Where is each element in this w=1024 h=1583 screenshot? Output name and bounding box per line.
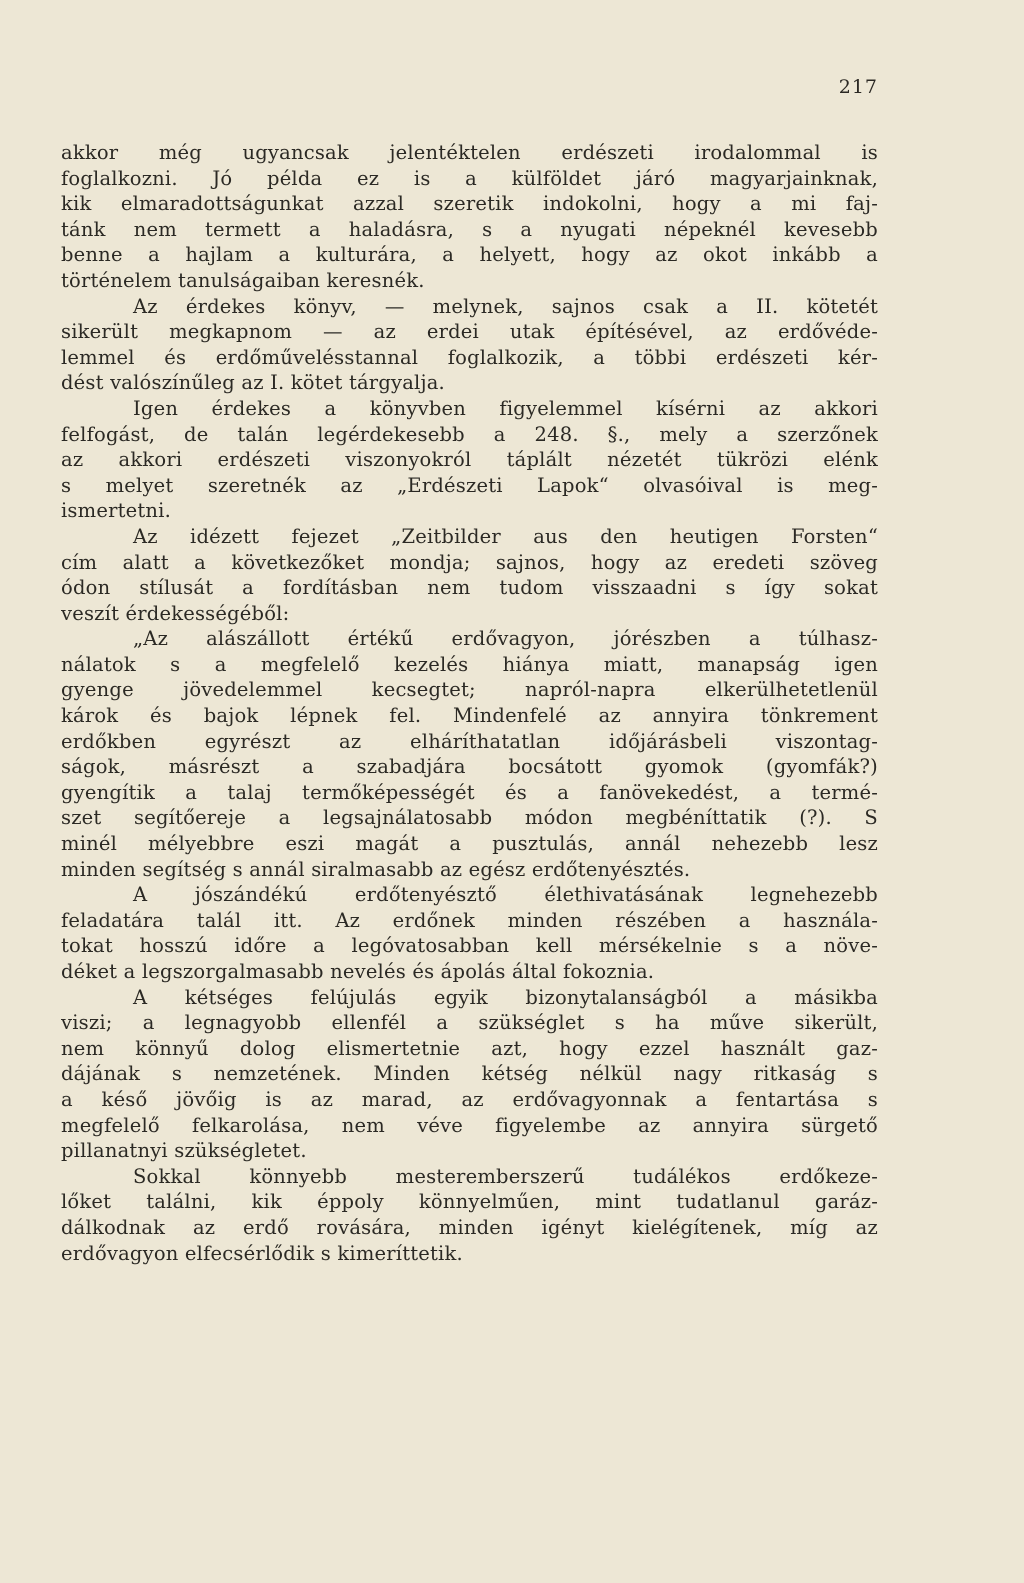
text-line: nálatok s a megfelelő kezelés hiánya miatt, manapság igen bbox=[61, 652, 878, 676]
text-line: foglalkozni. Jó példa ez is a külföldet járó magyarjainknak, bbox=[61, 166, 878, 190]
text-line: minden segítség s annál siralmasabb az egész erdőtenyésztés. bbox=[61, 857, 691, 881]
text-line: veszít érdekességéből: bbox=[61, 601, 290, 625]
body-text bbox=[61, 140, 878, 1266]
text-line: erdővagyon elfecsérlődik s kimeríttetik. bbox=[61, 1241, 463, 1265]
text-line: benne a hajlam a kulturára, a helyett, hogy az okot inkább a bbox=[61, 243, 878, 267]
text-line: déket a legszorgalmasabb nevelés és ápolás által fokoznia. bbox=[61, 960, 655, 983]
text-line: történelem tanulságaiban keresnék. bbox=[61, 268, 425, 292]
text-line: kik elmaradottságunkat azzal szeretik indokolni, hogy a mi faj- bbox=[61, 192, 878, 216]
text-line: Az idézett fejezet „Zeitbilder aus den heutigen Forsten“ bbox=[133, 524, 878, 548]
text-line: A jószándékú erdőtenyésztő élethivatásának legnehezebb bbox=[133, 883, 878, 907]
page-number: 217 bbox=[838, 76, 878, 98]
text-line: szet segítőereje a legsajnálatosabb módon megbéníttatik (?). S bbox=[61, 806, 878, 830]
text-line: lőket találni, kik éppoly könnyelműen, mint tudatlanul garáz- bbox=[61, 1190, 878, 1214]
text-line: dálkodnak az erdő rovására, minden igényt kielégítenek, míg az bbox=[61, 1215, 878, 1239]
text-line: felfogást, de talán legérdekesebb a 248. §., mely a szerzőnek bbox=[61, 422, 878, 446]
text-line: gyengítik a talaj termőképességét és a fanövekedést, a termé- bbox=[61, 780, 878, 804]
text-line: pillanatnyi szükségletet. bbox=[61, 1139, 307, 1163]
text-line: dést valószínűleg az I. kötet tárgyalja. bbox=[61, 371, 445, 395]
text-line: Igen érdekes a könyvben figyelemmel kísérni az akkori bbox=[133, 396, 878, 420]
text-line: „Az alászállott értékű erdővagyon, jórészben a túlhasz- bbox=[133, 627, 878, 651]
text-line: erdőkben egyrészt az elháríthatatlan időjárásbeli viszontag- bbox=[61, 729, 878, 753]
text-line: tokat hosszú időre a legóvatosabban kell mérsékelnie s a növe- bbox=[61, 934, 878, 958]
text-line: lemmel és erdőművelésstannal foglalkozik, a többi erdészeti kér- bbox=[61, 345, 878, 369]
text-line: viszi; a legnagyobb ellenfél a szükséglet s ha műve sikerült, bbox=[61, 1011, 878, 1035]
text-line: gyenge jövedelemmel kecsegtet; napról-napra elkerülhetetlenül bbox=[61, 678, 878, 702]
text-line: ismertetni. bbox=[61, 499, 172, 523]
text-line: dájának s nemzetének. Minden kétség nélkül nagy ritkaság s bbox=[61, 1062, 878, 1086]
text-line: nem könnyű dolog elismertetnie azt, hogy ezzel használt gaz- bbox=[61, 1036, 878, 1060]
text-line: akkor még ugyancsak jelentéktelen erdészeti irodalommal is bbox=[61, 141, 878, 164]
text-line: s melyet szeretnék az „Erdészeti Lapok“ olvasóival is meg- bbox=[61, 473, 878, 497]
text-line: károk és bajok lépnek fel. Mindenfelé az annyira tönkrement bbox=[61, 704, 878, 728]
text-line: a késő jövőig is az marad, az erdővagyonnak a fentartása s bbox=[61, 1087, 878, 1111]
text-line: minél mélyebbre eszi magát a pusztulás, annál nehezebb lesz bbox=[61, 832, 878, 856]
text-line: A kétséges felújulás egyik bizonytalanságból a másikba bbox=[133, 985, 878, 1009]
text-line: cím alatt a következőket mondja; sajnos, hogy az eredeti szöveg bbox=[61, 550, 878, 574]
text-line: Az érdekes könyv, — melynek, sajnos csak a II. kötetét bbox=[133, 294, 878, 318]
text-line: Sokkal könnyebb mesteremberszerű tudálékos erdőkeze- bbox=[133, 1164, 878, 1188]
text-line: megfelelő felkarolása, nem véve figyelembe az annyira sürgető bbox=[61, 1113, 878, 1137]
text-line: ságok, másrészt a szabadjára bocsátott gyomok (gyomfák?) bbox=[61, 755, 878, 779]
text-line: tánk nem termett a haladásra, s a nyugati népeknél kevesebb bbox=[61, 217, 878, 241]
text-line: sikerült megkapnom — az erdei utak építésével, az erdővéde- bbox=[61, 320, 878, 344]
text-line: ódon stílusát a fordításban nem tudom visszaadni s így sokat bbox=[61, 576, 878, 600]
text-line: az akkori erdészeti viszonyokról táplált nézetét tükrözi elénk bbox=[61, 448, 878, 472]
text-line: feladatára talál itt. Az erdőnek minden részében a használa- bbox=[61, 908, 878, 932]
